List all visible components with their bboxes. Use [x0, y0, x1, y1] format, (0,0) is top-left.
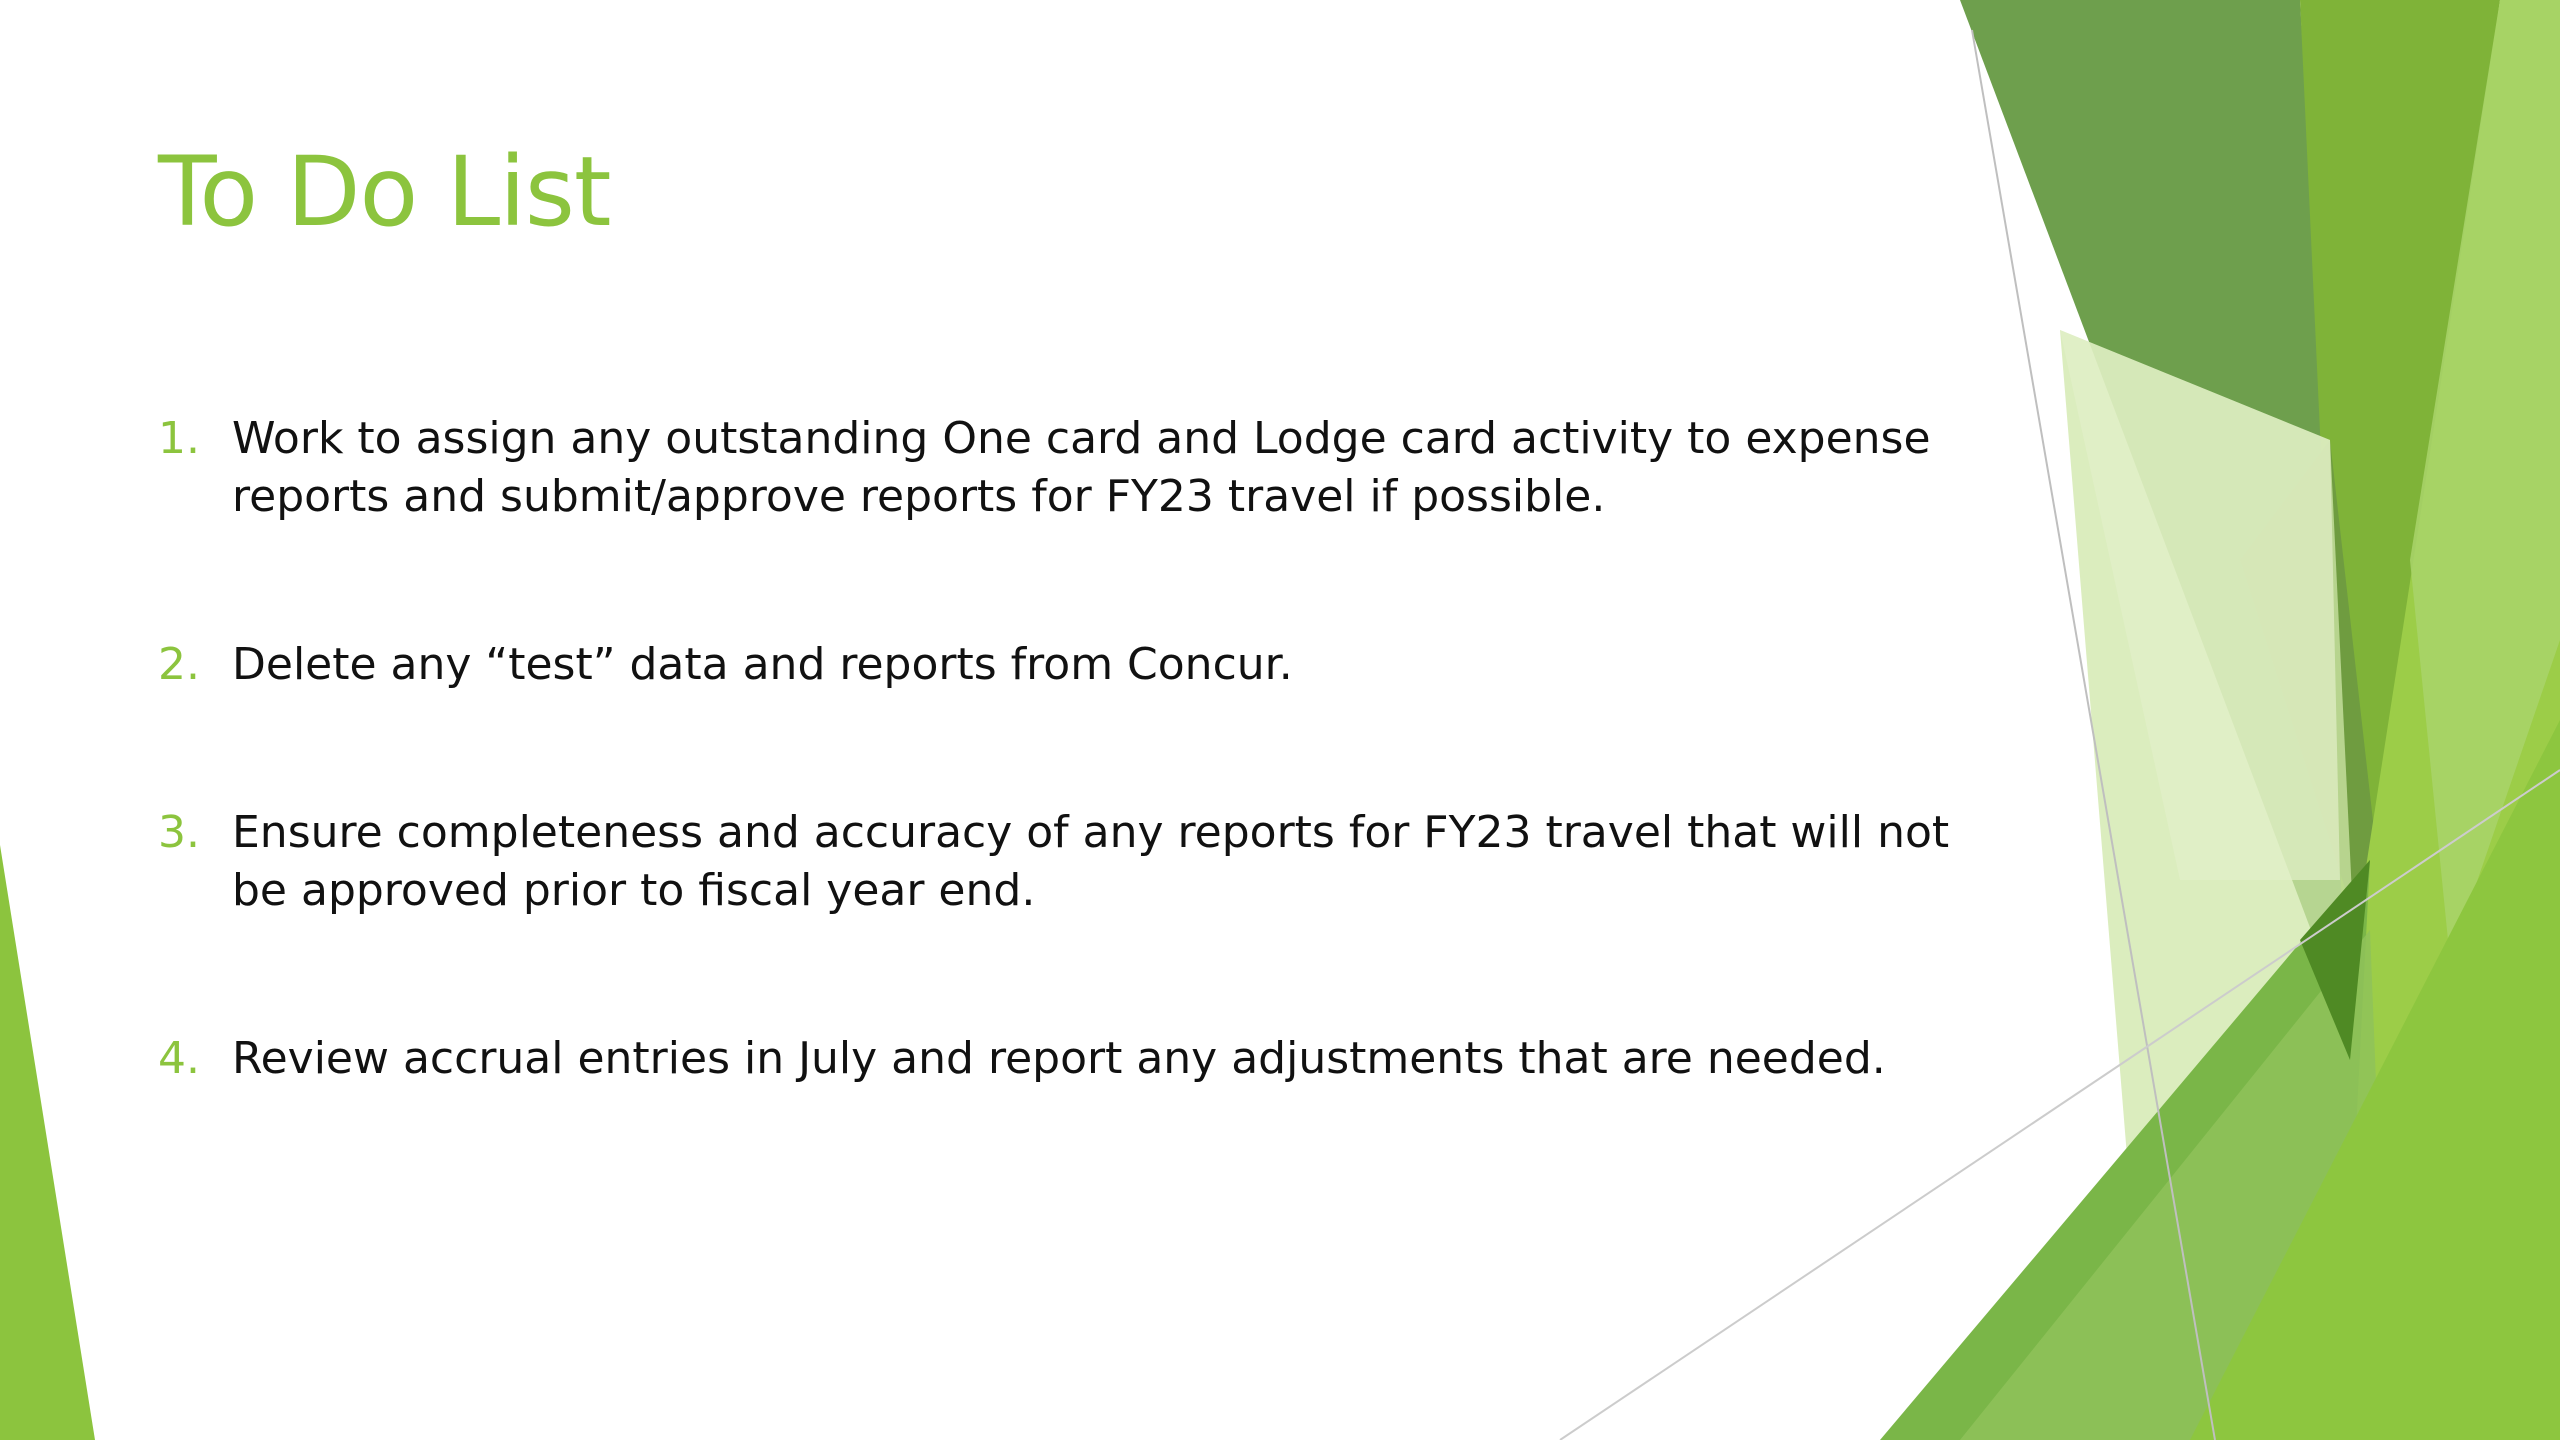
list-item-number: 4.: [158, 1033, 200, 1084]
page-title: To Do List: [158, 136, 611, 248]
list-item-text: Review accrual entries in July and report any adjustments that are needed.: [232, 1033, 1886, 1084]
list-item-number: 1.: [158, 413, 200, 464]
list-item-text: Delete any “test” data and reports from Concur.: [232, 639, 1293, 690]
list-item-number: 3.: [158, 807, 200, 858]
list-item: [158, 1030, 1958, 1088]
list-item-number: 2.: [158, 639, 200, 690]
left-edge-shape: [0, 845, 95, 1440]
list-item: [158, 804, 1958, 920]
list-item: [158, 410, 1958, 526]
list-item-text: Work to assign any outstanding One card and Lodge card activity to expense reports and submit/approve reports for FY23 travel if possible.: [232, 413, 1931, 522]
list-item-text: Ensure completeness and accuracy of any reports for FY23 travel that will not be approved prior to fiscal year end.: [232, 807, 1950, 916]
list-item: [158, 636, 1958, 694]
